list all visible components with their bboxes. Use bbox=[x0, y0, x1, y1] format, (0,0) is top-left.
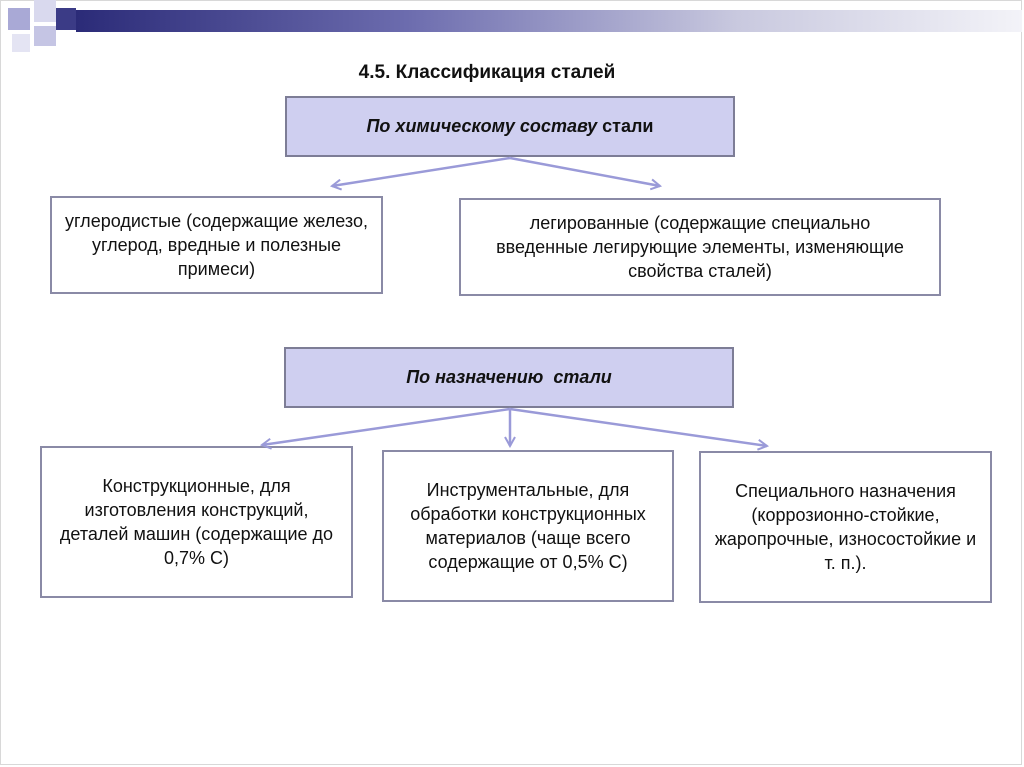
carbon-steel-text: углеродистые (содержащие железо, углерод, вредные и полезные примеси) bbox=[65, 211, 368, 279]
special-steel-text: Специального назначения (коррозионно-стойкие, жаропрочные, износостойкие и т. п.). bbox=[714, 481, 977, 573]
arrow-to-structural bbox=[262, 409, 510, 445]
structural-steel-text: Конструкционные, для изготовления конструкций, деталей машин (содержащие до 0,7% С) bbox=[59, 476, 334, 568]
chemical-header-rest: стали bbox=[597, 116, 654, 136]
alloy-steel-text: легированные (содержащие специально введенные легирующие элементы, изменяющие свойства сталей) bbox=[496, 213, 904, 281]
arrow-to-special bbox=[510, 409, 767, 446]
purpose-header-text: По назначению стали bbox=[406, 367, 612, 387]
page-title: 4.5. Классификация сталей bbox=[358, 62, 616, 83]
arrow-to-alloy bbox=[510, 158, 660, 186]
chemical-header-em: По химическому составу bbox=[366, 116, 598, 136]
arrow-to-carbon bbox=[332, 158, 510, 186]
tool-steel-text: Инструментальные, для обработки конструкционных материалов (чаще всего содержащие от 0,5% С) bbox=[410, 480, 646, 572]
